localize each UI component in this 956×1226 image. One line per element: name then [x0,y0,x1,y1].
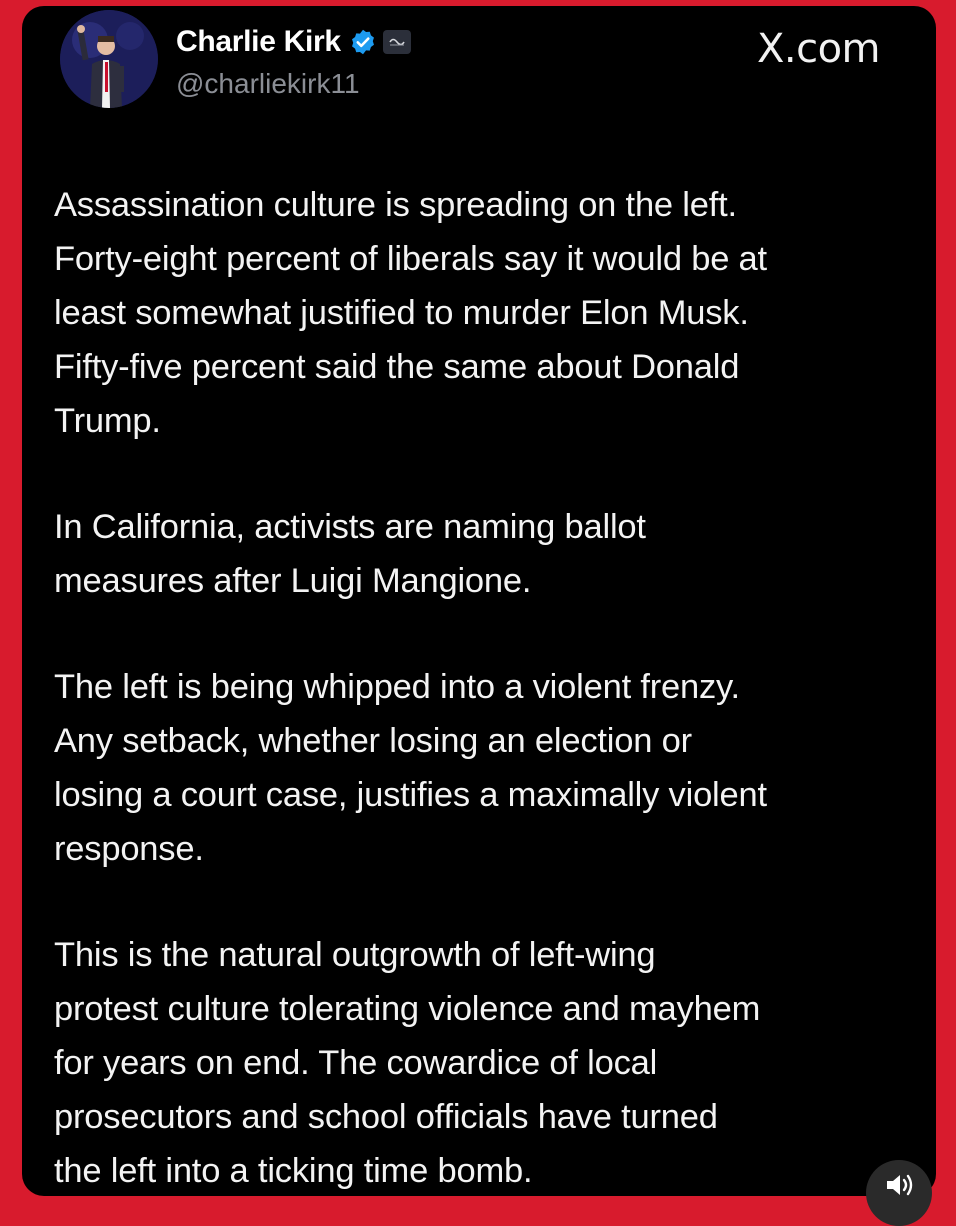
speaker-icon [884,1172,914,1203]
tweet-paragraph: This is the natural outgrowth of left-wing protest culture tolerating violence and mayhem for years on end. The cowardice of local prosecutors and school officials have turned the left into a ticking time bomb. [54,936,761,1190]
avatar[interactable] [60,10,158,108]
author-handle[interactable]: @charliekirk11 [176,68,360,99]
organization-badge-icon[interactable] [383,30,411,54]
tweet-paragraph: The left is being whipped into a violent frenzy. Any setback, whether losing an election or losing a court case, justifies a maximally violent response. [54,668,767,868]
tweet-paragraph: In California, activists are naming ballot measures after Luigi Mangione. [54,508,646,600]
audio-toggle-button[interactable] [866,1160,932,1226]
tweet-paragraph: Assassination culture is spreading on the left. Forty-eight percent of liberals say it would be at least somewhat justified to murder Elon Musk. Fifty-five percent said the same about Donald Trump. [54,186,767,440]
tweet-body [54,178,914,1196]
author-name-row [176,24,411,60]
site-logo: X.com [756,26,880,72]
tweet-card [22,6,936,1196]
display-name[interactable]: Charlie Kirk [176,25,341,58]
verified-badge-icon [349,28,377,56]
